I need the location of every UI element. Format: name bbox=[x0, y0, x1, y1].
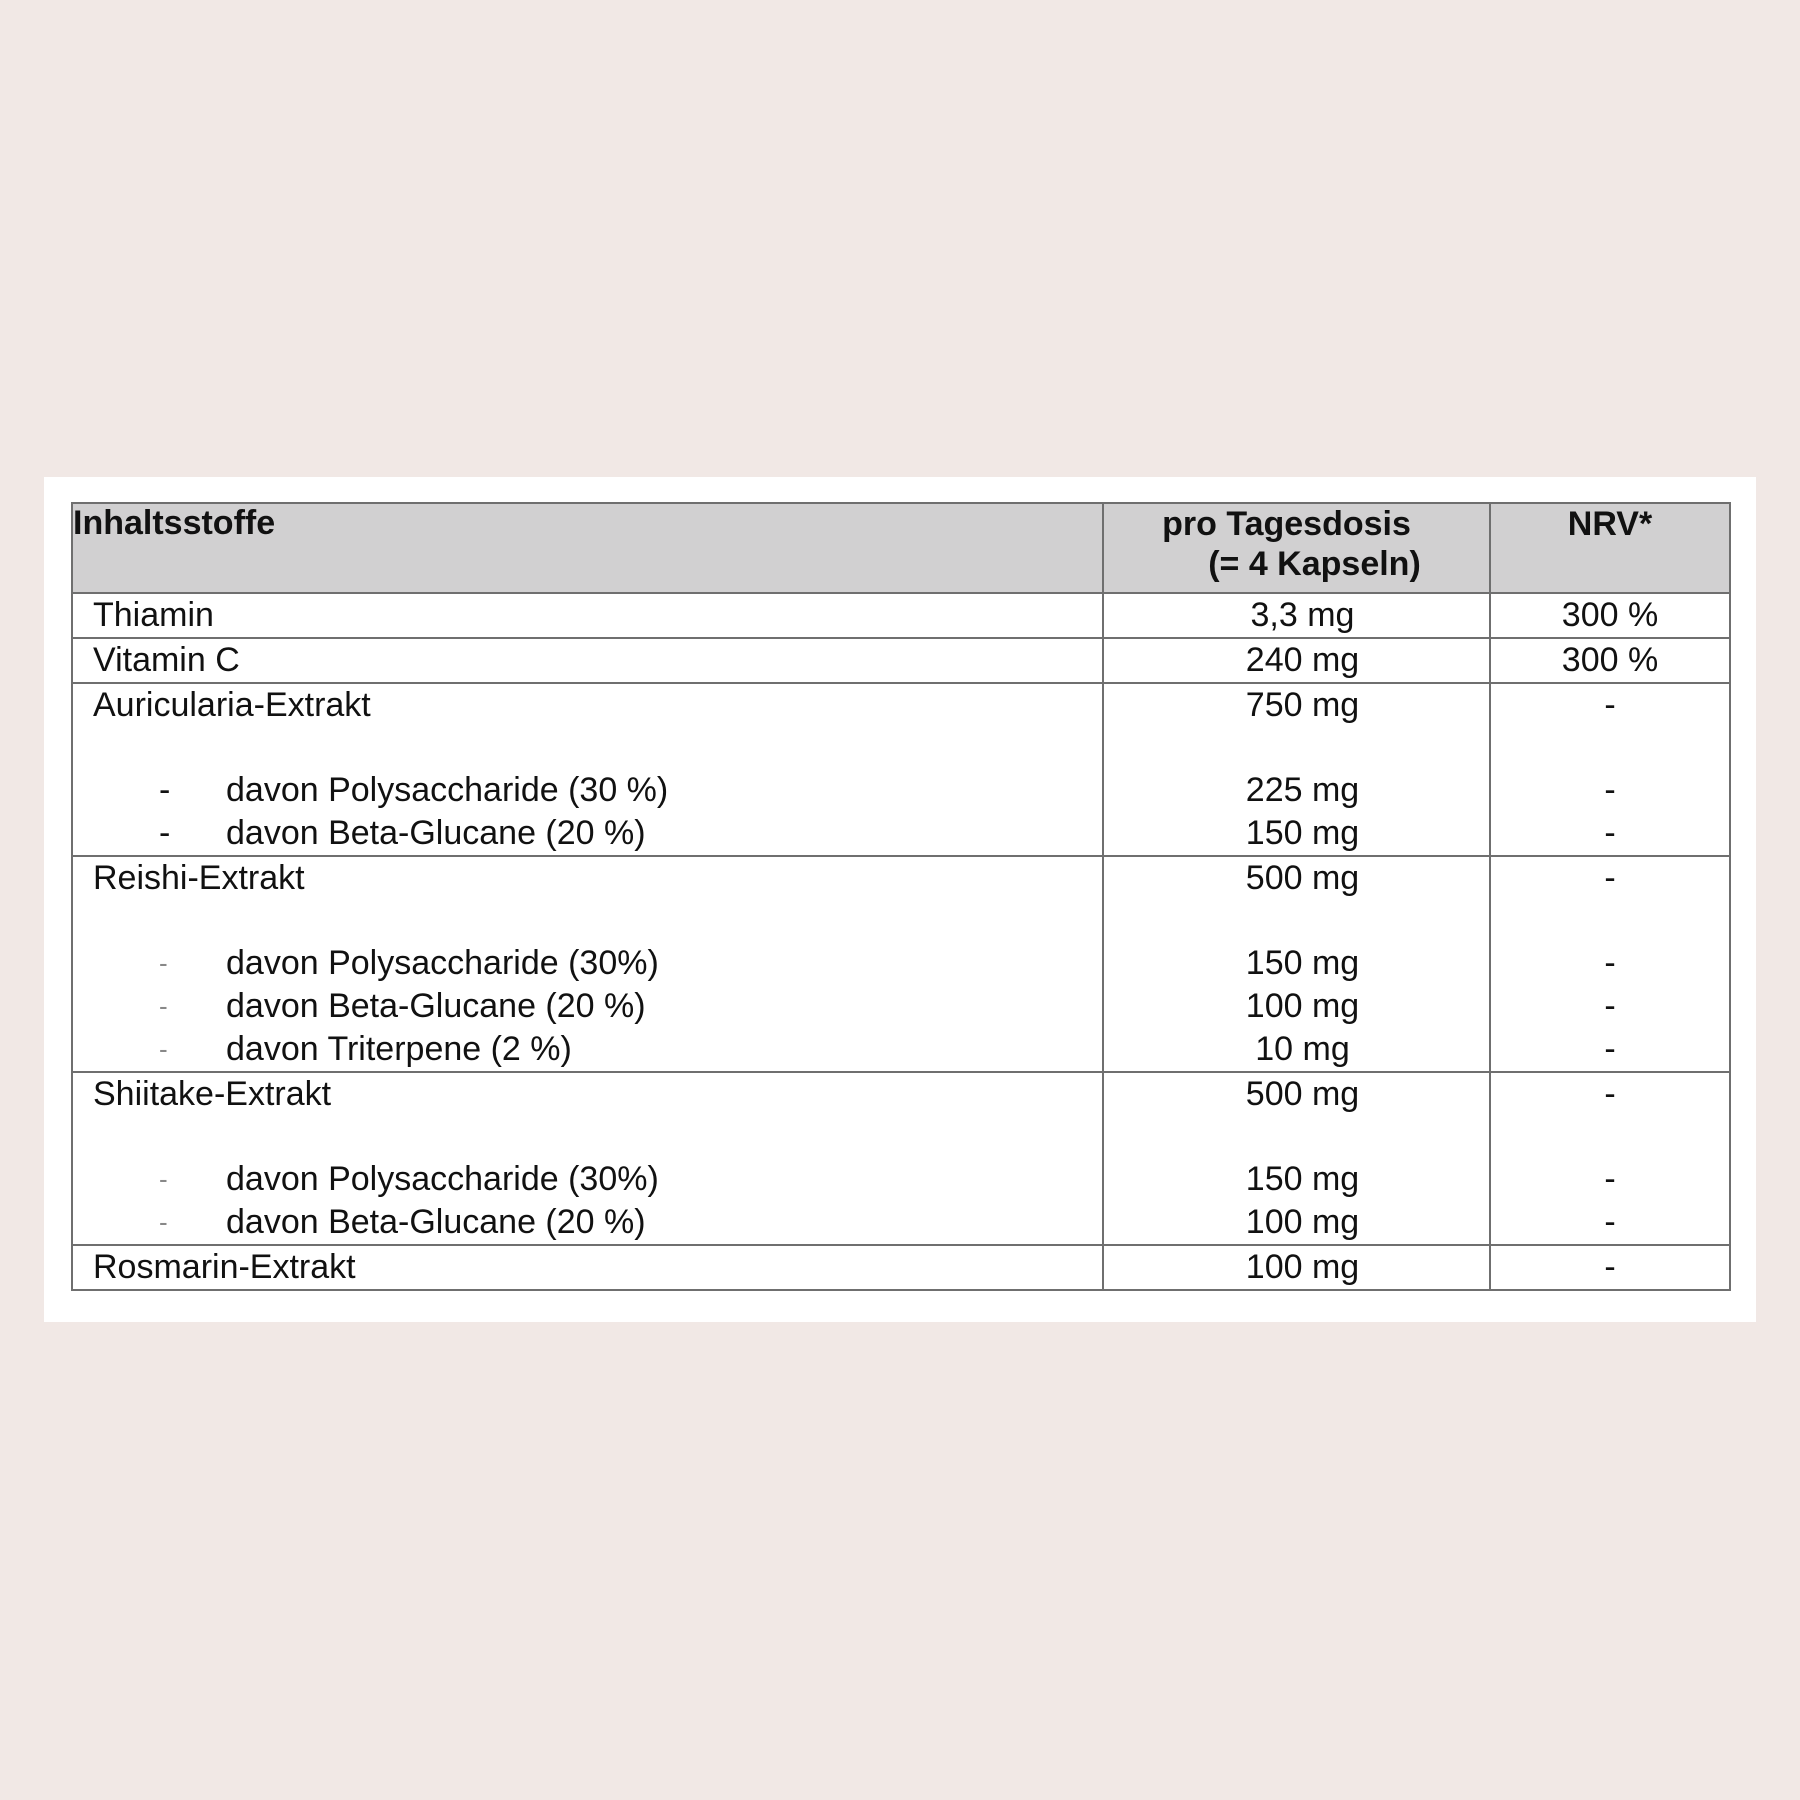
nrv-cell bbox=[1490, 1245, 1730, 1290]
dash-bullet: - bbox=[159, 1034, 168, 1064]
amount-value: 3,3 mg bbox=[1250, 596, 1355, 634]
nutrition-table bbox=[71, 502, 1731, 1291]
ingredient-name: Rosmarin-Extrakt bbox=[93, 1248, 356, 1286]
ingredient-name: Vitamin C bbox=[93, 641, 240, 679]
ingredient-name: Reishi-Extrakt bbox=[93, 859, 305, 897]
sub-ingredient-name: davon Triterpene (2 %) bbox=[226, 1030, 572, 1068]
sub-ingredient bbox=[73, 942, 1102, 985]
sub-amount-value: 225 mg bbox=[1245, 771, 1360, 809]
nrv-cell bbox=[1490, 1072, 1730, 1245]
header-ingredient: Inhaltsstoffe bbox=[72, 503, 1103, 593]
amount-cell bbox=[1103, 683, 1490, 856]
nrv-value: 300 % bbox=[1561, 596, 1659, 634]
nrv-cell bbox=[1490, 593, 1730, 638]
table-row bbox=[72, 638, 1730, 683]
table-header-row bbox=[72, 503, 1730, 593]
sub-ingredient bbox=[73, 1158, 1102, 1201]
nrv-cell bbox=[1490, 638, 1730, 683]
sub-amount-value: 150 mg bbox=[1245, 814, 1360, 852]
sub-ingredient-name: davon Beta-Glucane (20 %) bbox=[226, 814, 646, 852]
table-row bbox=[72, 1245, 1730, 1290]
ingredient-cell bbox=[72, 638, 1103, 683]
table-row bbox=[72, 593, 1730, 638]
sub-ingredient-name: davon Beta-Glucane (20 %) bbox=[226, 987, 646, 1025]
header-nrv: NRV* bbox=[1490, 503, 1730, 593]
nrv-cell bbox=[1490, 683, 1730, 856]
sub-ingredient-name: davon Polysaccharide (30%) bbox=[226, 944, 659, 982]
table-row bbox=[72, 683, 1730, 856]
sub-amount-value: 100 mg bbox=[1245, 1203, 1360, 1241]
nrv-cell bbox=[1490, 856, 1730, 1072]
sub-ingredient bbox=[73, 1028, 1102, 1071]
sub-nrv-value: - bbox=[1604, 1203, 1616, 1241]
nrv-value: - bbox=[1604, 1075, 1616, 1113]
ingredient-name: Auricularia-Extrakt bbox=[93, 686, 371, 724]
amount-value: 240 mg bbox=[1245, 641, 1360, 679]
sub-ingredient-name: davon Polysaccharide (30%) bbox=[226, 1160, 659, 1198]
amount-cell bbox=[1103, 1245, 1490, 1290]
dash-bullet: - bbox=[159, 948, 168, 978]
dash-bullet: - bbox=[159, 1207, 168, 1237]
amount-value: 750 mg bbox=[1245, 686, 1360, 724]
sub-ingredient bbox=[73, 769, 1102, 812]
sub-ingredient-name: davon Polysaccharide (30 %) bbox=[226, 771, 669, 809]
amount-value: 500 mg bbox=[1245, 1075, 1360, 1113]
sub-nrv-value: - bbox=[1604, 944, 1616, 982]
amount-cell bbox=[1103, 856, 1490, 1072]
sub-amount-value: 150 mg bbox=[1245, 1160, 1360, 1198]
amount-cell bbox=[1103, 638, 1490, 683]
ingredient-cell bbox=[72, 1072, 1103, 1245]
dash-bullet: - bbox=[159, 1164, 168, 1194]
table-row bbox=[72, 856, 1730, 1072]
ingredient-cell bbox=[72, 593, 1103, 638]
header-dose-line1: pro Tagesdosis bbox=[1162, 505, 1411, 543]
amount-cell bbox=[1103, 1072, 1490, 1245]
table-row bbox=[72, 1072, 1730, 1245]
content-card bbox=[44, 477, 1756, 1322]
sub-nrv-value: - bbox=[1604, 1160, 1616, 1198]
nrv-value: 300 % bbox=[1561, 641, 1659, 679]
dash-bullet: - bbox=[159, 814, 171, 852]
sub-amount-value: 10 mg bbox=[1255, 1030, 1350, 1068]
amount-value: 100 mg bbox=[1245, 1248, 1360, 1286]
sub-amount-value: 150 mg bbox=[1245, 944, 1360, 982]
sub-ingredient bbox=[73, 812, 1102, 855]
header-dose-line2: (= 4 Kapseln) bbox=[1208, 545, 1421, 583]
nrv-value: - bbox=[1604, 686, 1616, 724]
sub-ingredient bbox=[73, 985, 1102, 1028]
sub-nrv-value: - bbox=[1604, 1030, 1616, 1068]
header-daily-dose bbox=[1103, 503, 1490, 593]
ingredient-name: Thiamin bbox=[93, 596, 214, 634]
sub-ingredient-name: davon Beta-Glucane (20 %) bbox=[226, 1203, 646, 1241]
nrv-value: - bbox=[1604, 859, 1616, 897]
sub-nrv-value: - bbox=[1604, 814, 1616, 852]
sub-ingredient bbox=[73, 1201, 1102, 1244]
nrv-value: - bbox=[1604, 1248, 1616, 1286]
ingredient-cell bbox=[72, 856, 1103, 1072]
ingredient-name: Shiitake-Extrakt bbox=[93, 1075, 332, 1113]
ingredient-cell bbox=[72, 1245, 1103, 1290]
sub-amount-value: 100 mg bbox=[1245, 987, 1360, 1025]
amount-value: 500 mg bbox=[1245, 859, 1360, 897]
sub-nrv-value: - bbox=[1604, 771, 1616, 809]
ingredient-cell bbox=[72, 683, 1103, 856]
amount-cell bbox=[1103, 593, 1490, 638]
sub-nrv-value: - bbox=[1604, 987, 1616, 1025]
dash-bullet: - bbox=[159, 771, 171, 809]
dash-bullet: - bbox=[159, 991, 168, 1021]
